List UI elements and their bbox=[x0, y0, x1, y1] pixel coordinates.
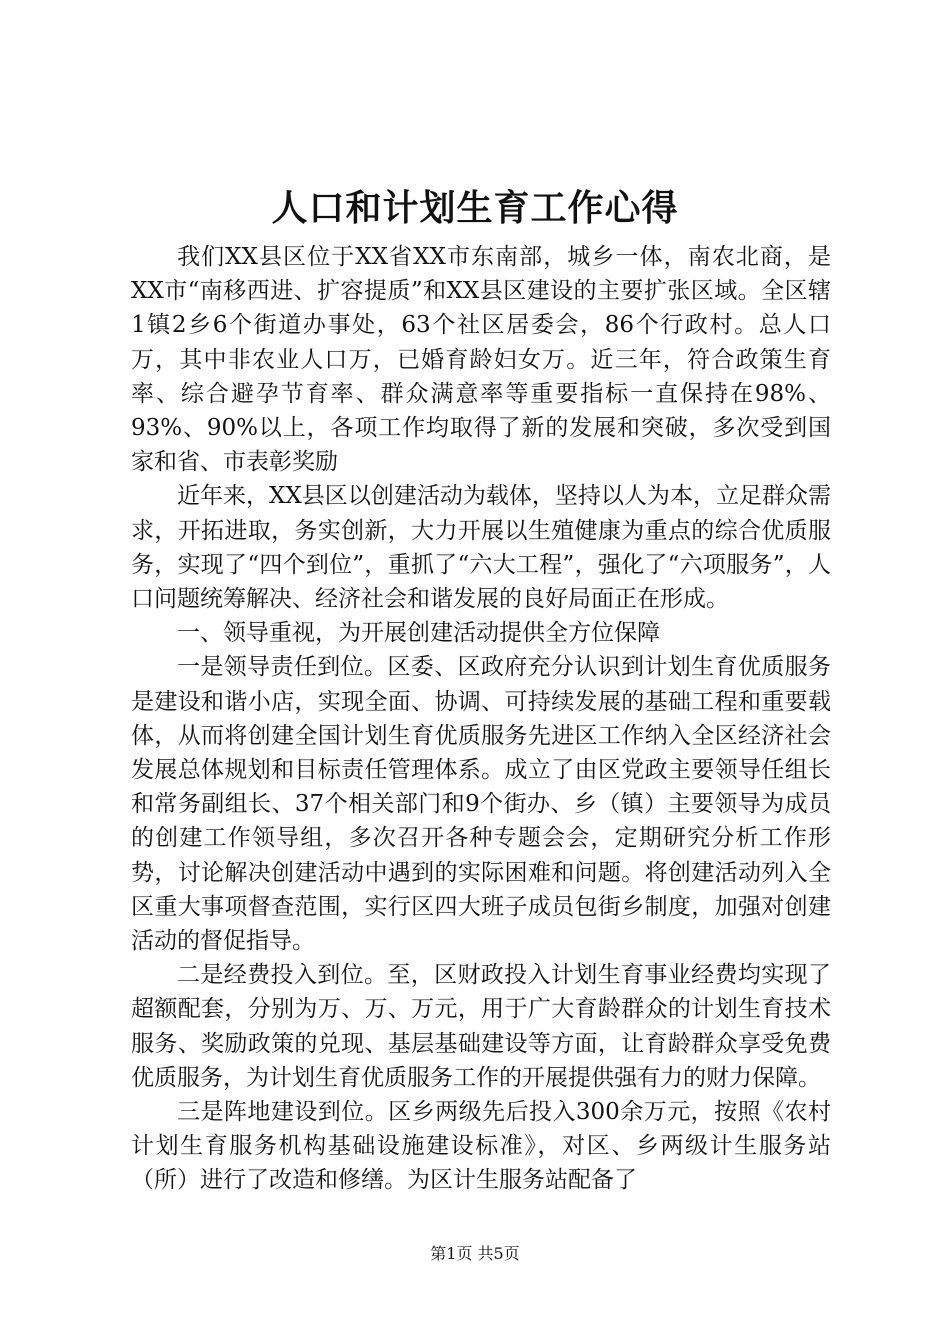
paragraph-overview: 近年来，XX县区以创建活动为载体，坚持以人为本，立足群众需求，开拓进取，务实创新，大力开展以生殖健康为重点的综合优质服务，实现了“四个到位”，重抓了“六大工程”，强化了“六项服务”，人口问题统筹解决、经济社会和谐发展的良好局面正在形成。 bbox=[131, 483, 831, 613]
document-title: 人口和计划生育工作心得 bbox=[271, 187, 679, 229]
paragraph-funding: 二是经费投入到位。至，区财政投入计划生育事业经费均实现了超额配套，分别为万、万、万元，用于广大育龄群众的计划生育技术服务、奖励政策的兑现、基层基础建设等方面，让育龄群众享受免费优质服务，为计划生育优质服务工作的开展提供强有力的财力保障。 bbox=[131, 962, 831, 1091]
paragraph-facilities: 三是阵地建设到位。区乡两级先后投入300余万元，按照《农村计划生育服务机构基础设施建设标准》，对区、乡两级计生服务站（所）进行了改造和修缮。为区计生服务站配备了 bbox=[131, 1099, 831, 1194]
document-body bbox=[131, 240, 831, 1198]
paragraph-intro: 我们XX县区位于XX省XX市东南部，城乡一体，南农北商，是XX市“南移西进、扩容提质”和XX县区建设的主要扩张区域。全区辖1镇2乡6个街道办事处，63个社区居委会，86个行政村。总人口万，其中非农业人口万，已婚育龄妇女万。近三年，符合政策生育率、综合避孕节育率、群众满意率等重要指标一直保持在98%、93%、90%以上，各项工作均取得了新的发展和突破，多次受到国家和省、市表彰奖励 bbox=[131, 244, 831, 476]
page-indicator: 第1页 共5页 bbox=[430, 1244, 520, 1263]
section-heading-1: 一、领导重视，为开展创建活动提供全方位保障 bbox=[177, 620, 660, 647]
paragraph-leadership: 一是领导责任到位。区委、区政府充分认识到计划生育优质服务是建设和谐小店，实现全面、协调、可持续发展的基础工程和重要载体，从而将创建全国计划生育优质服务先进区工作纳入全区经济社会发展总体规划和目标责任管理体系。成立了由区党政主要领导任组长和常务副组长、37个相关部门和9个街办、乡（镇）主要领导为成员的创建工作领导组，多次召开各种专题会会，定期研究分析工作形势，讨论解决创建活动中遇到的实际困难和问题。将创建活动列入全区重大事项督查范围，实行区四大班子成员包街乡制度，加强对创建活动的督促指导。 bbox=[131, 654, 831, 955]
page-footer bbox=[0, 1242, 950, 1266]
